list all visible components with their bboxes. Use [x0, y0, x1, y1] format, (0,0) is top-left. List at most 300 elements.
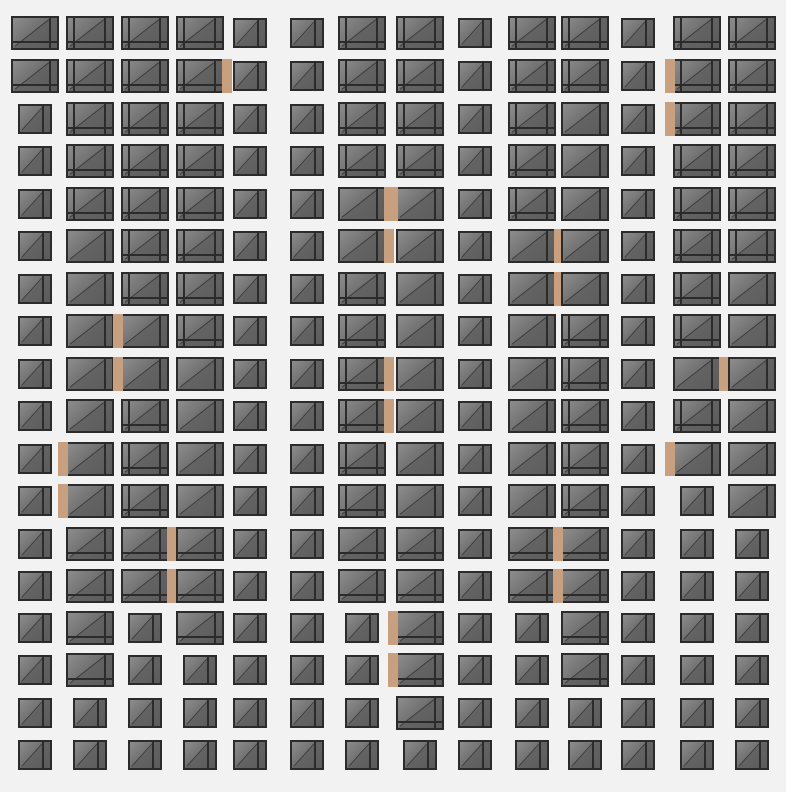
tile-left-bar: [345, 104, 347, 134]
tile-right-bar: [434, 613, 436, 643]
tile-r13-c2: [66, 527, 114, 561]
tile-left-bar: [568, 18, 570, 48]
tile-r2-c12: [621, 61, 655, 91]
tile-diagonal-icon: [623, 63, 653, 89]
marker-tag: [388, 187, 398, 221]
tile-right-bar: [257, 20, 259, 46]
tile-r8-c5: [233, 316, 267, 346]
tile-diagonal-icon: [460, 700, 490, 726]
tile-left-bar: [183, 231, 185, 261]
marker-tag: [384, 357, 394, 391]
tile-right-bar: [711, 274, 713, 304]
tile-diagonal-icon: [235, 233, 265, 259]
tile-shelf: [13, 41, 57, 43]
tile-r10-c2: [66, 399, 114, 433]
tile-right-bar: [592, 742, 594, 768]
tile-right-bar: [104, 529, 106, 559]
tile-right-bar: [49, 61, 51, 91]
tile-right-bar: [207, 700, 209, 726]
tile-r9-c4: [176, 357, 224, 391]
tile-diagonal-icon: [623, 361, 653, 387]
tile-right-bar: [97, 742, 99, 768]
tile-right-bar: [599, 613, 601, 643]
tile-r14-c5: [233, 571, 267, 601]
tile-right-bar: [766, 104, 768, 134]
tile-shelf: [123, 594, 167, 596]
tile-right-bar: [546, 231, 548, 261]
tile-right-bar: [434, 529, 436, 559]
tile-right-bar: [599, 359, 601, 389]
tile-right-bar: [314, 657, 316, 683]
tile-r14-c9: [458, 571, 492, 601]
tile-r13-c14: [735, 529, 769, 559]
tile-r5-c1: [18, 189, 52, 219]
tile-right-bar: [159, 61, 161, 91]
tile-diagonal-icon: [623, 403, 653, 429]
tile-diagonal-icon: [460, 148, 490, 174]
tile-right-bar: [42, 615, 44, 641]
tile-r11-c1: [18, 444, 52, 474]
tile-left-bar: [680, 189, 682, 219]
tile-right-bar: [214, 231, 216, 261]
tile-left-bar: [403, 61, 405, 91]
tile-left-bar: [568, 316, 570, 346]
tile-right-bar: [314, 20, 316, 46]
tile-r18-c1: [18, 740, 52, 770]
tile-r15-c10: [515, 613, 549, 643]
tile-r11-c7: [338, 442, 386, 476]
tile-r16-c8: [396, 653, 444, 687]
tile-r13-c10: [508, 527, 556, 561]
tile-right-bar: [704, 531, 706, 557]
tile-diagonal-icon: [20, 106, 50, 132]
tile-diagonal-icon: [460, 318, 490, 344]
tile-right-bar: [376, 401, 378, 431]
tile-diagonal-icon: [460, 276, 490, 302]
tile-right-bar: [645, 233, 647, 259]
tile-right-bar: [376, 529, 378, 559]
tile-r13-c3: [121, 527, 169, 561]
tile-right-bar: [539, 700, 541, 726]
tile-r14-c3: [121, 569, 169, 603]
tile-right-bar: [759, 742, 761, 768]
tile-right-bar: [645, 148, 647, 174]
tile-r2-c14: [728, 59, 776, 93]
tile-r15-c14: [735, 613, 769, 643]
tile-r13-c9: [458, 529, 492, 559]
tile-right-bar: [257, 191, 259, 217]
marker-tag: [58, 484, 68, 518]
tile-left-bar: [735, 231, 737, 261]
tile-r5-c12: [621, 189, 655, 219]
tile-right-bar: [592, 700, 594, 726]
tile-right-bar: [434, 189, 436, 219]
tile-right-bar: [159, 486, 161, 516]
tile-right-bar: [159, 316, 161, 346]
tile-r18-c5: [233, 740, 267, 770]
tile-r9-c14: [728, 357, 776, 391]
tile-left-bar: [680, 18, 682, 48]
tile-right-bar: [42, 742, 44, 768]
tile-r5-c6: [290, 189, 324, 219]
tile-diagonal-icon: [130, 700, 160, 726]
marker-tag: [58, 442, 68, 476]
tile-r17-c12: [621, 698, 655, 728]
tile-r14-c6: [290, 571, 324, 601]
tile-r15-c13: [680, 613, 714, 643]
tile-diagonal-icon: [623, 742, 653, 768]
tile-r6-c5: [233, 231, 267, 261]
tile-r4-c1: [18, 146, 52, 176]
tile-r12-c12: [621, 486, 655, 516]
tile-r14-c10: [508, 569, 556, 603]
tile-right-bar: [214, 274, 216, 304]
tile-left-bar: [515, 189, 517, 219]
tile-right-bar: [314, 573, 316, 599]
tile-right-bar: [42, 657, 44, 683]
tile-right-bar: [104, 444, 106, 474]
tile-right-bar: [42, 276, 44, 302]
tile-right-bar: [766, 189, 768, 219]
tile-r17-c11: [568, 698, 602, 728]
tile-right-bar: [539, 615, 541, 641]
tile-r14-c2: [66, 569, 114, 603]
marker-tag: [384, 399, 394, 433]
tile-right-bar: [427, 742, 429, 768]
tile-shelf: [510, 552, 554, 554]
tile-r10-c7: [338, 399, 386, 433]
tile-diagonal-icon: [20, 276, 50, 302]
marker-tag: [553, 527, 563, 561]
tile-diagonal-icon: [460, 106, 490, 132]
tile-right-bar: [645, 20, 647, 46]
tile-r7-c14: [728, 272, 776, 306]
tile-left-bar: [183, 104, 185, 134]
tile-right-bar: [376, 571, 378, 601]
tile-right-bar: [159, 231, 161, 261]
tile-left-bar: [403, 104, 405, 134]
tile-shelf: [398, 594, 442, 596]
tile-r18-c3: [128, 740, 162, 770]
tile-left-bar: [680, 231, 682, 261]
tile-diagonal-icon: [20, 531, 50, 557]
tile-right-bar: [645, 700, 647, 726]
tile-shelf: [563, 594, 607, 596]
tile-diagonal-icon: [347, 615, 377, 641]
tile-diagonal-icon: [517, 615, 547, 641]
marker-tag: [384, 229, 394, 263]
tile-diagonal-icon: [292, 191, 322, 217]
tile-r9-c11: [561, 357, 609, 391]
tile-right-bar: [104, 274, 106, 304]
tile-left-bar: [128, 61, 130, 91]
tile-right-bar: [434, 18, 436, 48]
tile-right-bar: [599, 316, 601, 346]
tile-r12-c1: [18, 486, 52, 516]
tile-left-bar: [183, 274, 185, 304]
tile-right-bar: [376, 444, 378, 474]
tile-left-bar: [735, 61, 737, 91]
tile-diagonal-icon: [185, 700, 215, 726]
tile-right-bar: [546, 189, 548, 219]
marker-tag: [665, 102, 675, 136]
tile-shelf: [68, 678, 112, 680]
tile-right-bar: [434, 231, 436, 261]
tile-r9-c9: [458, 359, 492, 389]
tile-shelf: [340, 552, 384, 554]
tile-diagonal-icon: [682, 573, 712, 599]
tile-left-bar: [680, 274, 682, 304]
tile-diagonal-icon: [235, 63, 265, 89]
tile-right-bar: [214, 571, 216, 601]
tile-r16-c14: [735, 655, 769, 685]
marker-tag: [665, 442, 675, 476]
tile-r4-c14: [728, 144, 776, 178]
tile-r8-c13: [673, 314, 721, 348]
tile-right-bar: [645, 63, 647, 89]
tile-r16-c4: [183, 655, 217, 685]
tile-right-bar: [376, 18, 378, 48]
tile-left-bar: [73, 146, 75, 176]
tile-diagonal-icon: [623, 276, 653, 302]
tile-r8-c7: [338, 314, 386, 348]
tile-diagonal-icon: [517, 742, 547, 768]
tile-right-bar: [159, 18, 161, 48]
tile-right-bar: [376, 359, 378, 389]
tile-r5-c10: [508, 187, 556, 221]
tile-right-bar: [482, 531, 484, 557]
tile-right-bar: [376, 189, 378, 219]
tile-r11-c13: [673, 442, 721, 476]
tile-r13-c5: [233, 529, 267, 559]
tile-r1-c4: [176, 16, 224, 50]
tile-right-bar: [314, 63, 316, 89]
tile-r8-c3: [121, 314, 169, 348]
tile-r8-c6: [290, 316, 324, 346]
tile-diagonal-icon: [20, 361, 50, 387]
tile-r14-c7: [338, 569, 386, 603]
tile-r10-c9: [458, 401, 492, 431]
tile-right-bar: [482, 20, 484, 46]
tile-r16-c2: [66, 653, 114, 687]
tile-r17-c9: [458, 698, 492, 728]
tile-r1-c14: [728, 16, 776, 50]
tile-right-bar: [599, 444, 601, 474]
tile-r18-c9: [458, 740, 492, 770]
tile-right-bar: [369, 700, 371, 726]
tile-left-bar: [568, 486, 570, 516]
tile-right-bar: [711, 61, 713, 91]
tile-right-bar: [314, 318, 316, 344]
tile-r1-c8: [396, 16, 444, 50]
tile-right-bar: [645, 742, 647, 768]
tile-diagonal-icon: [682, 700, 712, 726]
tile-left-bar: [515, 18, 517, 48]
tile-diagonal-icon: [570, 742, 600, 768]
tile-r1-c5: [233, 18, 267, 48]
tile-r12-c2: [66, 484, 114, 518]
tile-r9-c5: [233, 359, 267, 389]
tile-r6-c1: [18, 231, 52, 261]
tile-r11-c6: [290, 444, 324, 474]
tile-r16-c3: [128, 655, 162, 685]
tile-diagonal-icon: [623, 700, 653, 726]
tile-r11-c11: [561, 442, 609, 476]
tile-right-bar: [711, 231, 713, 261]
tile-diagonal-icon: [347, 657, 377, 683]
tile-right-bar: [49, 18, 51, 48]
tile-r17-c3: [128, 698, 162, 728]
tile-r6-c7: [338, 229, 386, 263]
tile-diagonal-icon: [623, 488, 653, 514]
tile-left-bar: [568, 359, 570, 389]
tile-r15-c3: [128, 613, 162, 643]
tile-right-bar: [104, 61, 106, 91]
tile-left-bar: [128, 401, 130, 431]
tile-r7-c9: [458, 274, 492, 304]
tile-r6-c14: [728, 229, 776, 263]
tile-left-bar: [183, 316, 185, 346]
tile-right-bar: [159, 444, 161, 474]
tile-right-bar: [546, 359, 548, 389]
tile-r6-c9: [458, 231, 492, 261]
tile-r18-c4: [183, 740, 217, 770]
tile-r3-c1: [18, 104, 52, 134]
tile-r6-c3: [121, 229, 169, 263]
tile-right-bar: [766, 61, 768, 91]
tile-r17-c8: [396, 696, 444, 730]
tile-right-bar: [645, 361, 647, 387]
tile-right-bar: [599, 655, 601, 685]
tile-right-bar: [434, 571, 436, 601]
tile-right-bar: [759, 657, 761, 683]
tile-r18-c13: [680, 740, 714, 770]
tile-diagonal-icon: [570, 700, 600, 726]
tile-right-bar: [434, 359, 436, 389]
tile-left-bar: [128, 104, 130, 134]
tile-r10-c11: [561, 399, 609, 433]
tile-right-bar: [376, 104, 378, 134]
tile-diagonal-icon: [460, 191, 490, 217]
tile-left-bar: [183, 146, 185, 176]
tile-r17-c7: [345, 698, 379, 728]
tile-diagonal-icon: [20, 446, 50, 472]
tile-right-bar: [152, 700, 154, 726]
tile-right-bar: [482, 148, 484, 174]
tile-r6-c11: [561, 229, 609, 263]
tile-r8-c8: [396, 314, 444, 348]
tile-r18-c14: [735, 740, 769, 770]
tile-diagonal-icon: [517, 657, 547, 683]
tile-r10-c1: [18, 401, 52, 431]
tile-right-bar: [434, 274, 436, 304]
tile-diagonal-icon: [292, 446, 322, 472]
tile-diagonal-icon: [235, 615, 265, 641]
tile-diagonal-icon: [130, 657, 160, 683]
tile-r9-c12: [621, 359, 655, 389]
tile-right-bar: [482, 573, 484, 599]
tile-r1-c9: [458, 18, 492, 48]
tile-diagonal-icon: [460, 63, 490, 89]
tile-r4-c11: [561, 144, 609, 178]
tile-right-bar: [257, 488, 259, 514]
tile-r3-c10: [508, 102, 556, 136]
tile-diagonal-icon: [460, 233, 490, 259]
tile-diagonal-icon: [20, 191, 50, 217]
tile-right-bar: [759, 615, 761, 641]
tile-r7-c4: [176, 272, 224, 306]
tile-r18-c2: [73, 740, 107, 770]
tile-right-bar: [152, 657, 154, 683]
tile-diagonal-icon: [130, 742, 160, 768]
tile-right-bar: [546, 486, 548, 516]
tile-left-bar: [515, 146, 517, 176]
tile-r13-c7: [338, 527, 386, 561]
tile-diagonal-icon: [20, 742, 50, 768]
tile-r9-c13: [673, 357, 721, 391]
tile-diagonal-icon: [623, 531, 653, 557]
tile-r8-c12: [621, 316, 655, 346]
tile-right-bar: [766, 146, 768, 176]
tile-r9-c8: [396, 357, 444, 391]
tile-right-bar: [42, 446, 44, 472]
tile-right-bar: [314, 403, 316, 429]
tile-right-bar: [104, 571, 106, 601]
tile-r6-c2: [66, 229, 114, 263]
tile-r17-c5: [233, 698, 267, 728]
tile-diagonal-icon: [460, 615, 490, 641]
tile-right-bar: [645, 657, 647, 683]
marker-tag: [222, 59, 232, 93]
tile-diagonal-icon: [235, 318, 265, 344]
tile-r14-c1: [18, 571, 52, 601]
tile-diagonal-icon: [20, 403, 50, 429]
tile-r8-c2: [66, 314, 114, 348]
tile-r10-c8: [396, 399, 444, 433]
tile-diagonal-icon: [185, 657, 215, 683]
tile-r7-c5: [233, 274, 267, 304]
tile-r4-c2: [66, 144, 114, 178]
tile-right-bar: [42, 403, 44, 429]
tile-r7-c2: [66, 272, 114, 306]
tile-shelf: [563, 678, 607, 680]
tile-r11-c8: [396, 442, 444, 476]
tile-left-bar: [568, 61, 570, 91]
tile-right-bar: [104, 189, 106, 219]
tile-r5-c11: [561, 187, 609, 221]
tile-right-bar: [207, 742, 209, 768]
tile-r13-c4: [176, 527, 224, 561]
tile-r2-c8: [396, 59, 444, 93]
tile-right-bar: [257, 403, 259, 429]
tile-right-bar: [104, 316, 106, 346]
tile-right-bar: [434, 61, 436, 91]
tile-right-bar: [257, 742, 259, 768]
tile-right-bar: [42, 106, 44, 132]
tile-r1-c11: [561, 16, 609, 50]
tile-r12-c6: [290, 486, 324, 516]
tile-right-bar: [257, 657, 259, 683]
tile-diagonal-icon: [292, 573, 322, 599]
tile-r9-c6: [290, 359, 324, 389]
tile-r12-c8: [396, 484, 444, 518]
tile-right-bar: [376, 316, 378, 346]
tile-r7-c7: [338, 272, 386, 306]
tile-right-bar: [104, 359, 106, 389]
tile-r1-c12: [621, 18, 655, 48]
tile-right-bar: [482, 276, 484, 302]
tile-r7-c3: [121, 272, 169, 306]
